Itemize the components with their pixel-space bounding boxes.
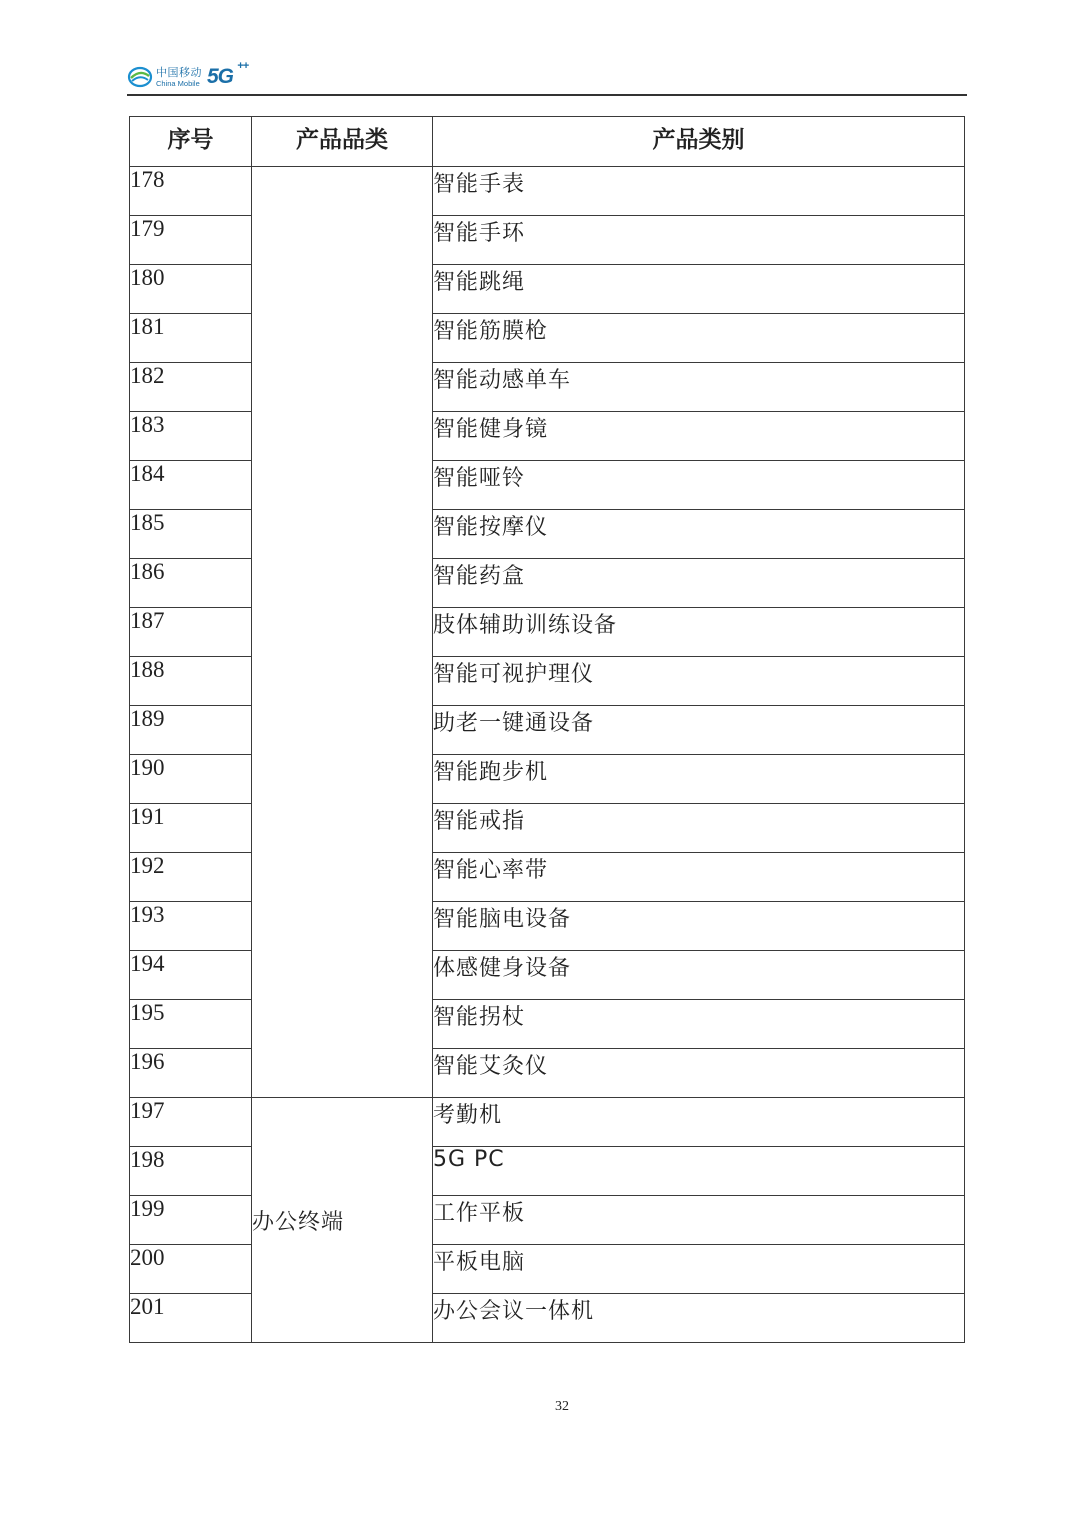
serial-number-cell: 179	[130, 216, 252, 265]
product-table	[129, 116, 965, 1343]
product-type-cell: 工作平板	[433, 1196, 965, 1245]
product-type-cell: 智能戒指	[433, 804, 965, 853]
serial-number-cell: 186	[130, 559, 252, 608]
serial-number-cell: 197	[130, 1098, 252, 1147]
product-type-cell: 肢体辅助训练设备	[433, 608, 965, 657]
product-type-cell: 智能筋膜枪	[433, 314, 965, 363]
serial-number-cell: 189	[130, 706, 252, 755]
product-type-cell: 助老一键通设备	[433, 706, 965, 755]
serial-number-cell: 190	[130, 755, 252, 804]
product-type-cell: 智能哑铃	[433, 461, 965, 510]
serial-number-cell: 178	[130, 167, 252, 216]
logo-plus-text: ++	[237, 60, 249, 72]
table-row	[130, 1098, 965, 1147]
serial-number-cell: 199	[130, 1196, 252, 1245]
serial-number-cell: 195	[130, 1000, 252, 1049]
product-type-cell: 智能手环	[433, 216, 965, 265]
product-type-cell: 智能心率带	[433, 853, 965, 902]
product-type-cell: 平板电脑	[433, 1245, 965, 1294]
serial-number-cell: 185	[130, 510, 252, 559]
serial-number-cell: 198	[130, 1147, 252, 1196]
serial-number-cell: 187	[130, 608, 252, 657]
serial-number-cell: 181	[130, 314, 252, 363]
product-type-cell: 智能可视护理仪	[433, 657, 965, 706]
serial-number-cell: 191	[130, 804, 252, 853]
china-mobile-logo	[127, 60, 249, 92]
logo-5g-mark	[207, 60, 249, 89]
serial-number-cell: 180	[130, 265, 252, 314]
product-type-cell: 办公会议一体机	[433, 1294, 965, 1343]
header-product-type: 产品类别	[433, 117, 965, 167]
logo-chinese-text: 中国移动	[156, 65, 202, 79]
product-type-cell: 智能艾灸仪	[433, 1049, 965, 1098]
product-type-cell: 智能药盒	[433, 559, 965, 608]
logo-5g-text: 5G	[207, 65, 234, 88]
serial-number-cell: 194	[130, 951, 252, 1000]
product-type-cell: 智能按摩仪	[433, 510, 965, 559]
logo-english-text: China Mobile	[156, 78, 200, 88]
serial-number-cell: 200	[130, 1245, 252, 1294]
product-type-cell: 智能脑电设备	[433, 902, 965, 951]
product-type-cell: 智能手表	[433, 167, 965, 216]
serial-number-cell: 188	[130, 657, 252, 706]
china-mobile-swirl-icon	[127, 65, 153, 89]
product-type-cell: 体感健身设备	[433, 951, 965, 1000]
product-type-cell: 智能拐杖	[433, 1000, 965, 1049]
table-body	[130, 167, 965, 1343]
product-type-cell: 智能动感单车	[433, 363, 965, 412]
serial-number-cell: 193	[130, 902, 252, 951]
header-serial-number: 序号	[130, 117, 252, 167]
product-type-cell: 5G PC	[433, 1147, 965, 1196]
serial-number-cell: 182	[130, 363, 252, 412]
serial-number-cell: 183	[130, 412, 252, 461]
header-product-category: 产品品类	[252, 117, 433, 167]
page-number: 32	[555, 1399, 569, 1414]
product-type-cell: 智能跑步机	[433, 755, 965, 804]
category-cell	[252, 167, 433, 1098]
serial-number-cell: 184	[130, 461, 252, 510]
product-type-cell: 考勤机	[433, 1098, 965, 1147]
category-cell: 办公终端	[252, 1098, 433, 1343]
product-type-cell: 智能健身镜	[433, 412, 965, 461]
product-type-cell: 智能跳绳	[433, 265, 965, 314]
serial-number-cell: 192	[130, 853, 252, 902]
page-header	[127, 60, 967, 96]
serial-number-cell: 201	[130, 1294, 252, 1343]
table-row	[130, 167, 965, 216]
serial-number-cell: 196	[130, 1049, 252, 1098]
table-header-row	[130, 117, 965, 167]
